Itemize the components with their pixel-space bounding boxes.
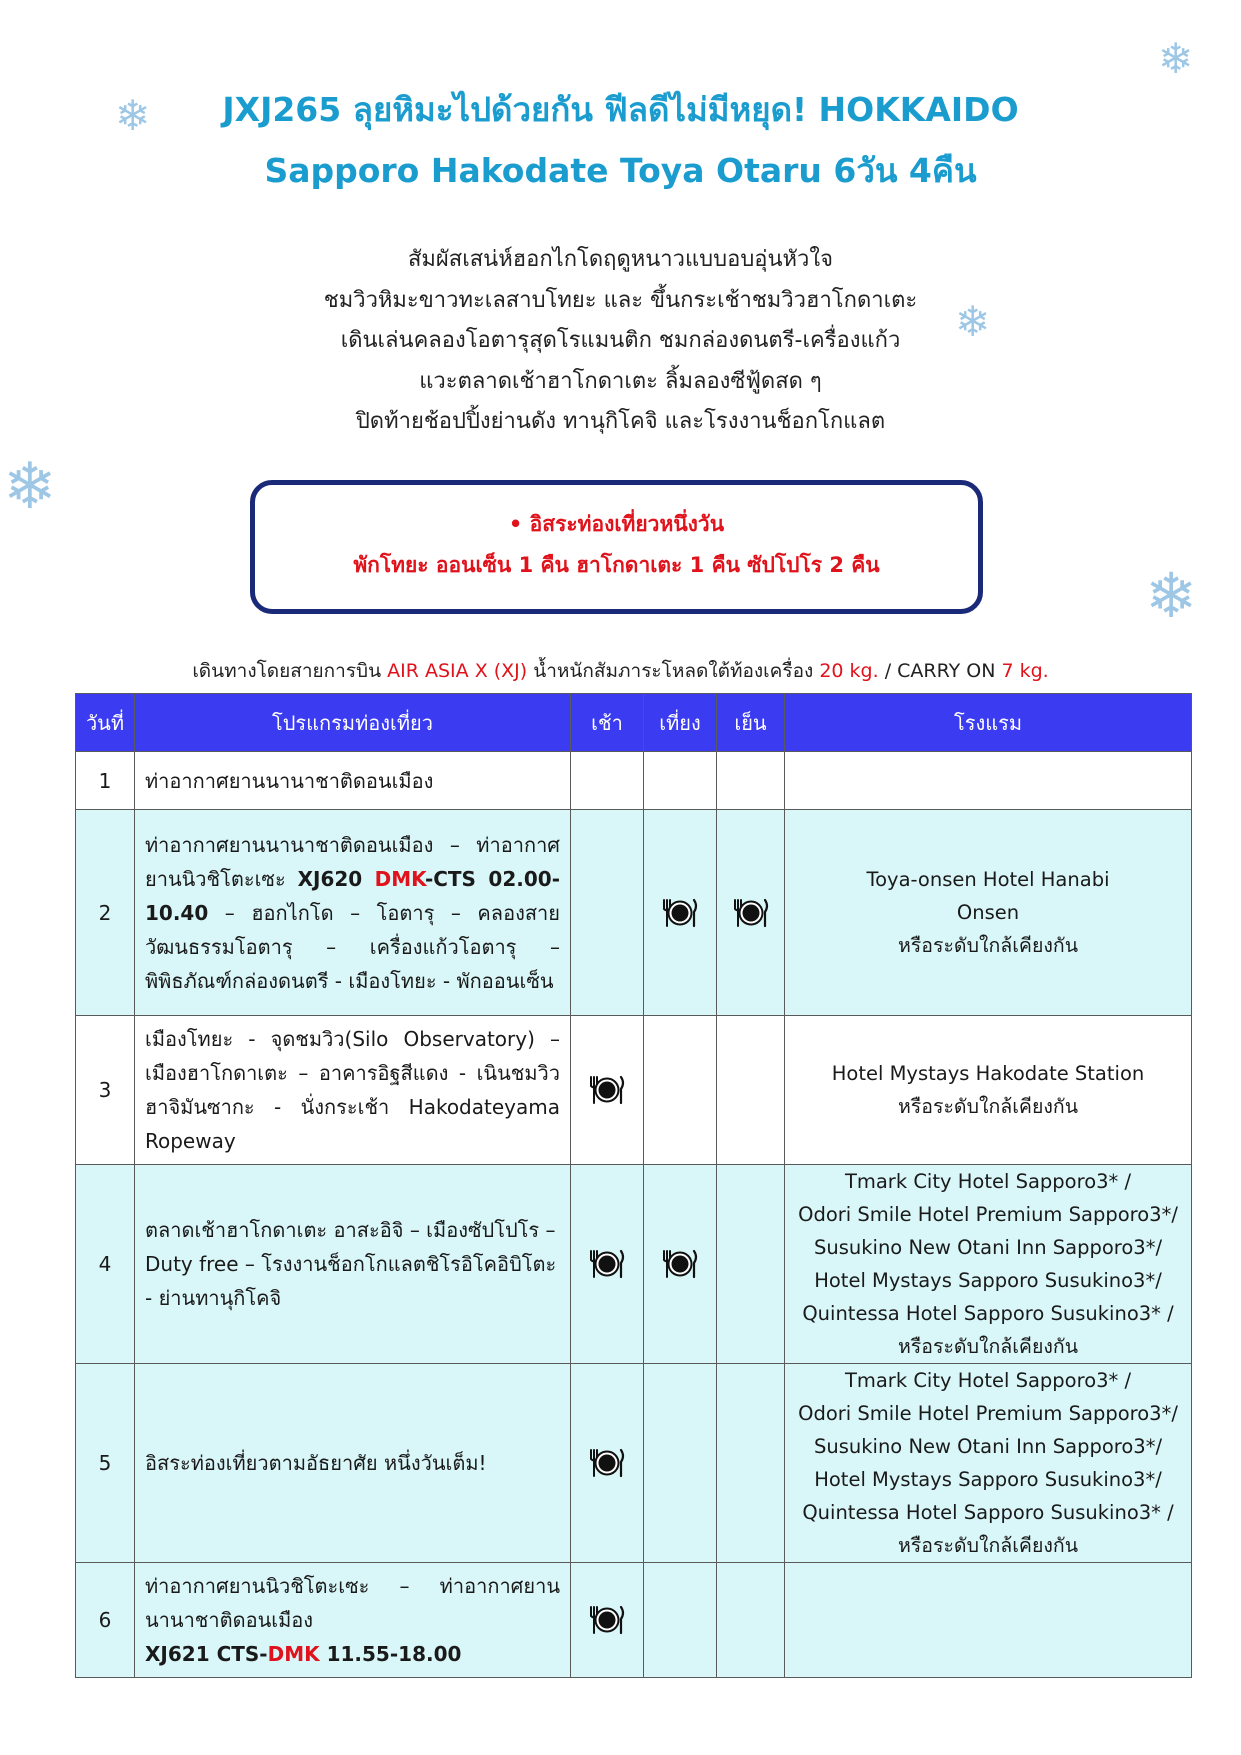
header-dinner: เย็น — [717, 694, 785, 752]
program-text: ท่าอากาศยานนานาชาติดอนเมือง – ท่าอากาศยานนิวชิโตะเซะ — [145, 832, 560, 891]
intro-line: แวะตลาดเช้าฮาโกดาเตะ ลิ้มลองซีฟู้ดสด ๆ — [419, 368, 822, 394]
dinner-cell — [717, 1364, 785, 1563]
intro-line: ชมวิวหิมะขาวทะเลสาบโทยะ และ ขึ้นกระเช้าชมวิวฮาโกดาเตะ — [323, 287, 918, 313]
lunch-cell — [644, 1563, 717, 1678]
carry-on-label: / CARRY ON — [878, 660, 1002, 682]
baggage-weight: 20 kg. — [819, 660, 879, 682]
program-cell — [135, 810, 571, 1016]
hotel-cell — [785, 1016, 1192, 1165]
baggage-label: น้ำหนักสัมภาระโหลดใต้ท้องเครื่อง — [527, 660, 820, 682]
table-row — [76, 1563, 1192, 1678]
page-subtitle: Sapporo Hakodate Toya Otaru 6วัน 4คืน — [264, 151, 977, 190]
meal-plate-icon — [588, 1248, 626, 1280]
intro-line: ปิดท้ายช้อปปิ้งย่านดัง ทานุกิโคจิ และโรงงานช็อกโกแลต — [355, 409, 886, 434]
hotel-cell — [785, 1364, 1192, 1563]
hotel-line: Tmark City Hotel Sapporo3* / — [844, 1369, 1132, 1392]
day-cell: 2 — [76, 810, 135, 1016]
hotel-line: Quintessa Hotel Sapporo Susukino3* / — [802, 1501, 1174, 1524]
hotel-line: Hotel Mystays Sapporo Susukino3*/ — [814, 1269, 1162, 1292]
header-program: โปรแกรมท่องเที่ยว — [135, 694, 571, 752]
flight-number: XJ621 CTS- — [145, 1642, 268, 1666]
intro-line: เดินเล่นคลองโอตารุสุดโรแมนติก ชมกล่องดนตรี-เครื่องแก้ว — [340, 328, 901, 353]
highlight-box — [250, 480, 983, 614]
meal-plate-icon — [732, 897, 770, 929]
hotel-cell — [785, 1563, 1192, 1678]
dinner-cell — [717, 1016, 785, 1165]
breakfast-cell — [571, 1563, 644, 1678]
highlight-line: • อิสระท่องเที่ยวหนึ่งวัน — [508, 512, 725, 536]
intro-line: สัมผัสเสน่ห์ฮอกไกโดฤดูหนาวแบบอบอุ่นหัวใจ — [407, 247, 834, 272]
breakfast-cell — [571, 1364, 644, 1563]
program-cell: อิสระท่องเที่ยวตามอัธยาศัย หนึ่งวันเต็ม! — [135, 1364, 571, 1563]
flight-route: -CTS 02.00-10.40 — [145, 866, 560, 925]
breakfast-cell — [571, 752, 644, 810]
lunch-cell — [644, 810, 717, 1016]
page-title: JXJ265 ลุยหิมะไปด้วยกัน ฟีลดีไม่มีหยุด! HOKKAIDO — [222, 90, 1019, 129]
meal-plate-icon — [588, 1604, 626, 1636]
program-cell: เมืองโทยะ - จุดชมวิว(Silo Observatory) – เมืองฮาโกดาเตะ – อาคารอิฐสีแดง - เนินชมวิวฮาจิมันซากะ - นั่งกระเช้า Hakodateyama Ropeway — [135, 1016, 571, 1165]
dinner-cell — [717, 1165, 785, 1364]
hotel-line: Odori Smile Hotel Premium Sapporo3*/ — [798, 1203, 1178, 1226]
meal-plate-icon — [588, 1447, 626, 1479]
meal-plate-icon — [661, 1248, 699, 1280]
snowflake-icon: ❄ — [3, 450, 57, 524]
day-cell: 6 — [76, 1563, 135, 1678]
breakfast-cell — [571, 1165, 644, 1364]
day-cell: 5 — [76, 1364, 135, 1563]
lunch-cell — [644, 1165, 717, 1364]
hotel-line: หรือระดับใกล้เคียงกัน — [897, 934, 1079, 957]
meal-plate-icon — [588, 1074, 626, 1106]
snowflake-icon: ❄ — [955, 297, 991, 346]
intro-text — [0, 240, 1241, 443]
flight-time: 11.55-18.00 — [319, 1642, 462, 1666]
table-row — [76, 1016, 1192, 1165]
breakfast-cell — [571, 810, 644, 1016]
dinner-cell — [717, 810, 785, 1016]
hotel-line: Hotel Mystays Hakodate Station — [831, 1062, 1145, 1085]
lunch-cell — [644, 752, 717, 810]
hotel-line: Susukino New Otani Inn Sapporo3*/ — [813, 1435, 1163, 1458]
hotel-line: หรือระดับใกล้เคียงกัน — [897, 1534, 1079, 1557]
hotel-line: หรือระดับใกล้เคียงกัน — [897, 1335, 1079, 1358]
hotel-cell — [785, 810, 1192, 1016]
airline-info — [0, 656, 1241, 686]
program-text: ท่าอากาศยานนิวชิโตะเซะ – ท่าอากาศยานนานาชาติดอนเมือง — [145, 1574, 560, 1632]
lunch-cell — [644, 1364, 717, 1563]
flight-destination: DMK — [267, 1642, 320, 1666]
table-row — [76, 1165, 1192, 1364]
day-cell: 1 — [76, 752, 135, 810]
hotel-cell — [785, 752, 1192, 810]
program-cell — [135, 1563, 571, 1678]
hotel-line: Onsen — [956, 901, 1020, 924]
carry-on-weight: 7 kg. — [1001, 660, 1049, 682]
snowflake-icon: ❄ — [115, 91, 151, 140]
itinerary-table — [75, 693, 1192, 1678]
breakfast-cell — [571, 1016, 644, 1165]
header-day: วันที่ — [76, 694, 135, 752]
lunch-cell — [644, 1016, 717, 1165]
table-row — [76, 1364, 1192, 1563]
snowflake-icon: ❄ — [1158, 34, 1194, 83]
dinner-cell — [717, 1563, 785, 1678]
hotel-line: Susukino New Otani Inn Sapporo3*/ — [813, 1236, 1163, 1259]
hotel-line: หรือระดับใกล้เคียงกัน — [897, 1095, 1079, 1118]
flight-origin: DMK — [374, 866, 425, 891]
meal-plate-icon — [661, 897, 699, 929]
program-cell: ท่าอากาศยานนานาชาติดอนเมือง — [135, 752, 571, 810]
hotel-line: Hotel Mystays Sapporo Susukino3*/ — [814, 1468, 1162, 1491]
header-hotel: โรงแรม — [785, 694, 1192, 752]
header-breakfast: เช้า — [571, 694, 644, 752]
airline-prefix: เดินทางโดยสายการบิน — [192, 660, 388, 682]
hotel-line: Tmark City Hotel Sapporo3* / — [844, 1170, 1132, 1193]
table-row — [76, 810, 1192, 1016]
header-lunch: เที่ยง — [644, 694, 717, 752]
hotel-cell — [785, 1165, 1192, 1364]
table-header-row — [76, 694, 1192, 752]
airline-name: AIR ASIA X (XJ) — [387, 660, 528, 682]
table-row — [76, 752, 1192, 810]
program-text: – ฮอกไกโด – โอตารุ – คลองสายวัฒนธรรมโอตารุ – เครื่องแก้วโอตารุ – พิพิธภัณฑ์กล่องดนตรี - เมืองโทยะ - พักออนเซ็น — [145, 900, 560, 993]
day-cell: 4 — [76, 1165, 135, 1364]
hotel-line: Toya-onsen Hotel Hanabi — [866, 868, 1110, 891]
day-cell: 3 — [76, 1016, 135, 1165]
hotel-line: Quintessa Hotel Sapporo Susukino3* / — [802, 1302, 1174, 1325]
highlight-line: พักโทยะ ออนเซ็น 1 คืน ฮาโกดาเตะ 1 คืน ซัปโปโร 2 คืน — [353, 553, 880, 577]
flight-number: XJ620 — [297, 866, 375, 891]
hotel-line: Odori Smile Hotel Premium Sapporo3*/ — [798, 1402, 1178, 1425]
program-cell: ตลาดเช้าฮาโกดาเตะ อาสะอิจิ – เมืองซัปโปโร – Duty free – โรงงานช็อกโกแลตชิโรอิโคอิบิโตะ - ย่านทานุกิโคจิ — [135, 1165, 571, 1364]
snowflake-icon: ❄ — [1145, 559, 1197, 632]
dinner-cell — [717, 752, 785, 810]
